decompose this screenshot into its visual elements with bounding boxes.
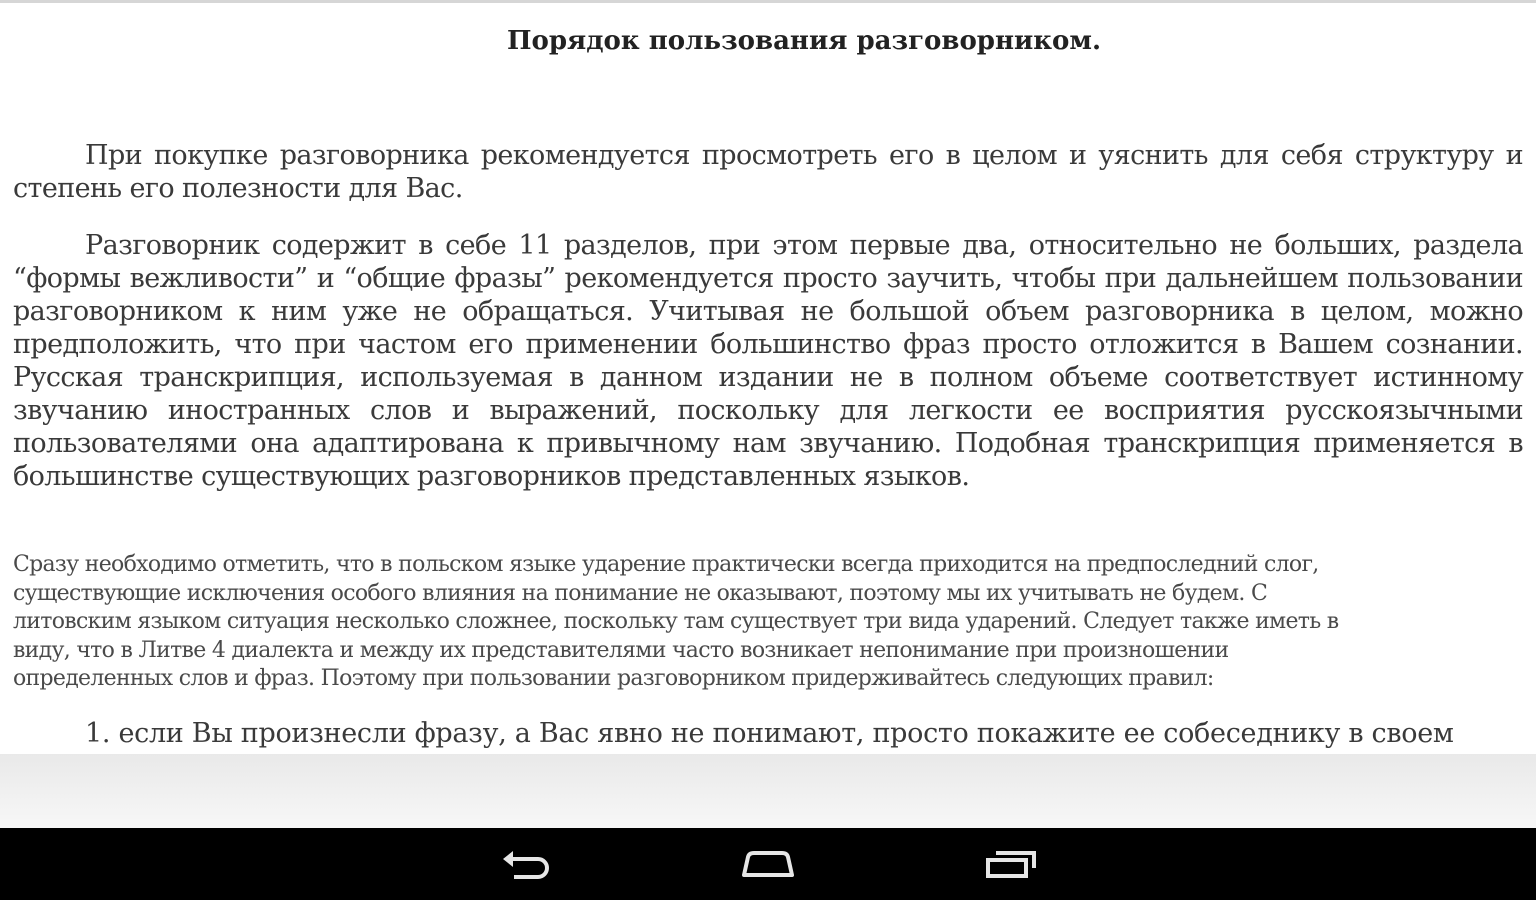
paragraph-contents: Разговорник содержит в себе 11 разделов, при этом первые два, относительно не больших, раздела “формы вежливости” и “общие фразы” рекомендуется просто заучить, чтобы при дальнейшем пользовании разговорником к ним уже не обращаться. Учитывая не большой объем разговорника в целом, можно предположить, что при частом его применении большинство фраз просто отложится в Вашем сознании. Русская транскрипция, используемая в данном издании не в полном объеме соответствует истинному звучанию иностранных слов и выражений, поскольку для легкости ее восприятия русскоязычными пользователями она адаптирована к привычному нам звучанию. Подобная транскрипция применяется в большинстве существующих разговорников представленных языков. [13,230,1523,492]
paragraph-purchase: При покупке разговорника рекомендуется просмотреть его в целом и уяснить для себя структуру и степень его полезности для Вас. [13,140,1523,204]
document-page[interactable] [0,3,1536,754]
recent-apps-icon [984,848,1040,880]
rule-item-1: 1. если Вы произнесли фразу, а Вас явно не понимают, просто покажите ее собеседнику в своем [85,718,1454,749]
note-line: литовским языком ситуация несколько сложнее, поскольку там существует три вида ударений. Следует также иметь в [13,609,1339,634]
note-line: существующие исключения особого влияния на понимание не оказывают, поэтому мы их учитывать не будем. С [13,580,1268,606]
paragraph-stress-note [13,551,1523,694]
recent-apps-button[interactable] [964,842,1060,886]
home-button[interactable] [720,842,816,886]
back-arrow-icon [498,847,554,881]
system-navigation-bar [0,828,1536,900]
reader-bottom-bar [0,754,1536,828]
note-line: определенных слов и фраз. Поэтому при пользовании разговорником придерживайтесь следующих правил: [13,666,1214,691]
note-line: виду, что в Литве 4 диалекта и между их представителями часто возникает непонимание при произношении [13,637,1229,663]
note-line: Сразу необходимо отметить, что в польском языке ударение практически всегда приходится на предпоследний слог, [13,552,1319,577]
document-title: Порядок пользования разговорником. [506,26,1102,56]
back-button[interactable] [478,842,574,886]
home-icon [738,849,798,879]
